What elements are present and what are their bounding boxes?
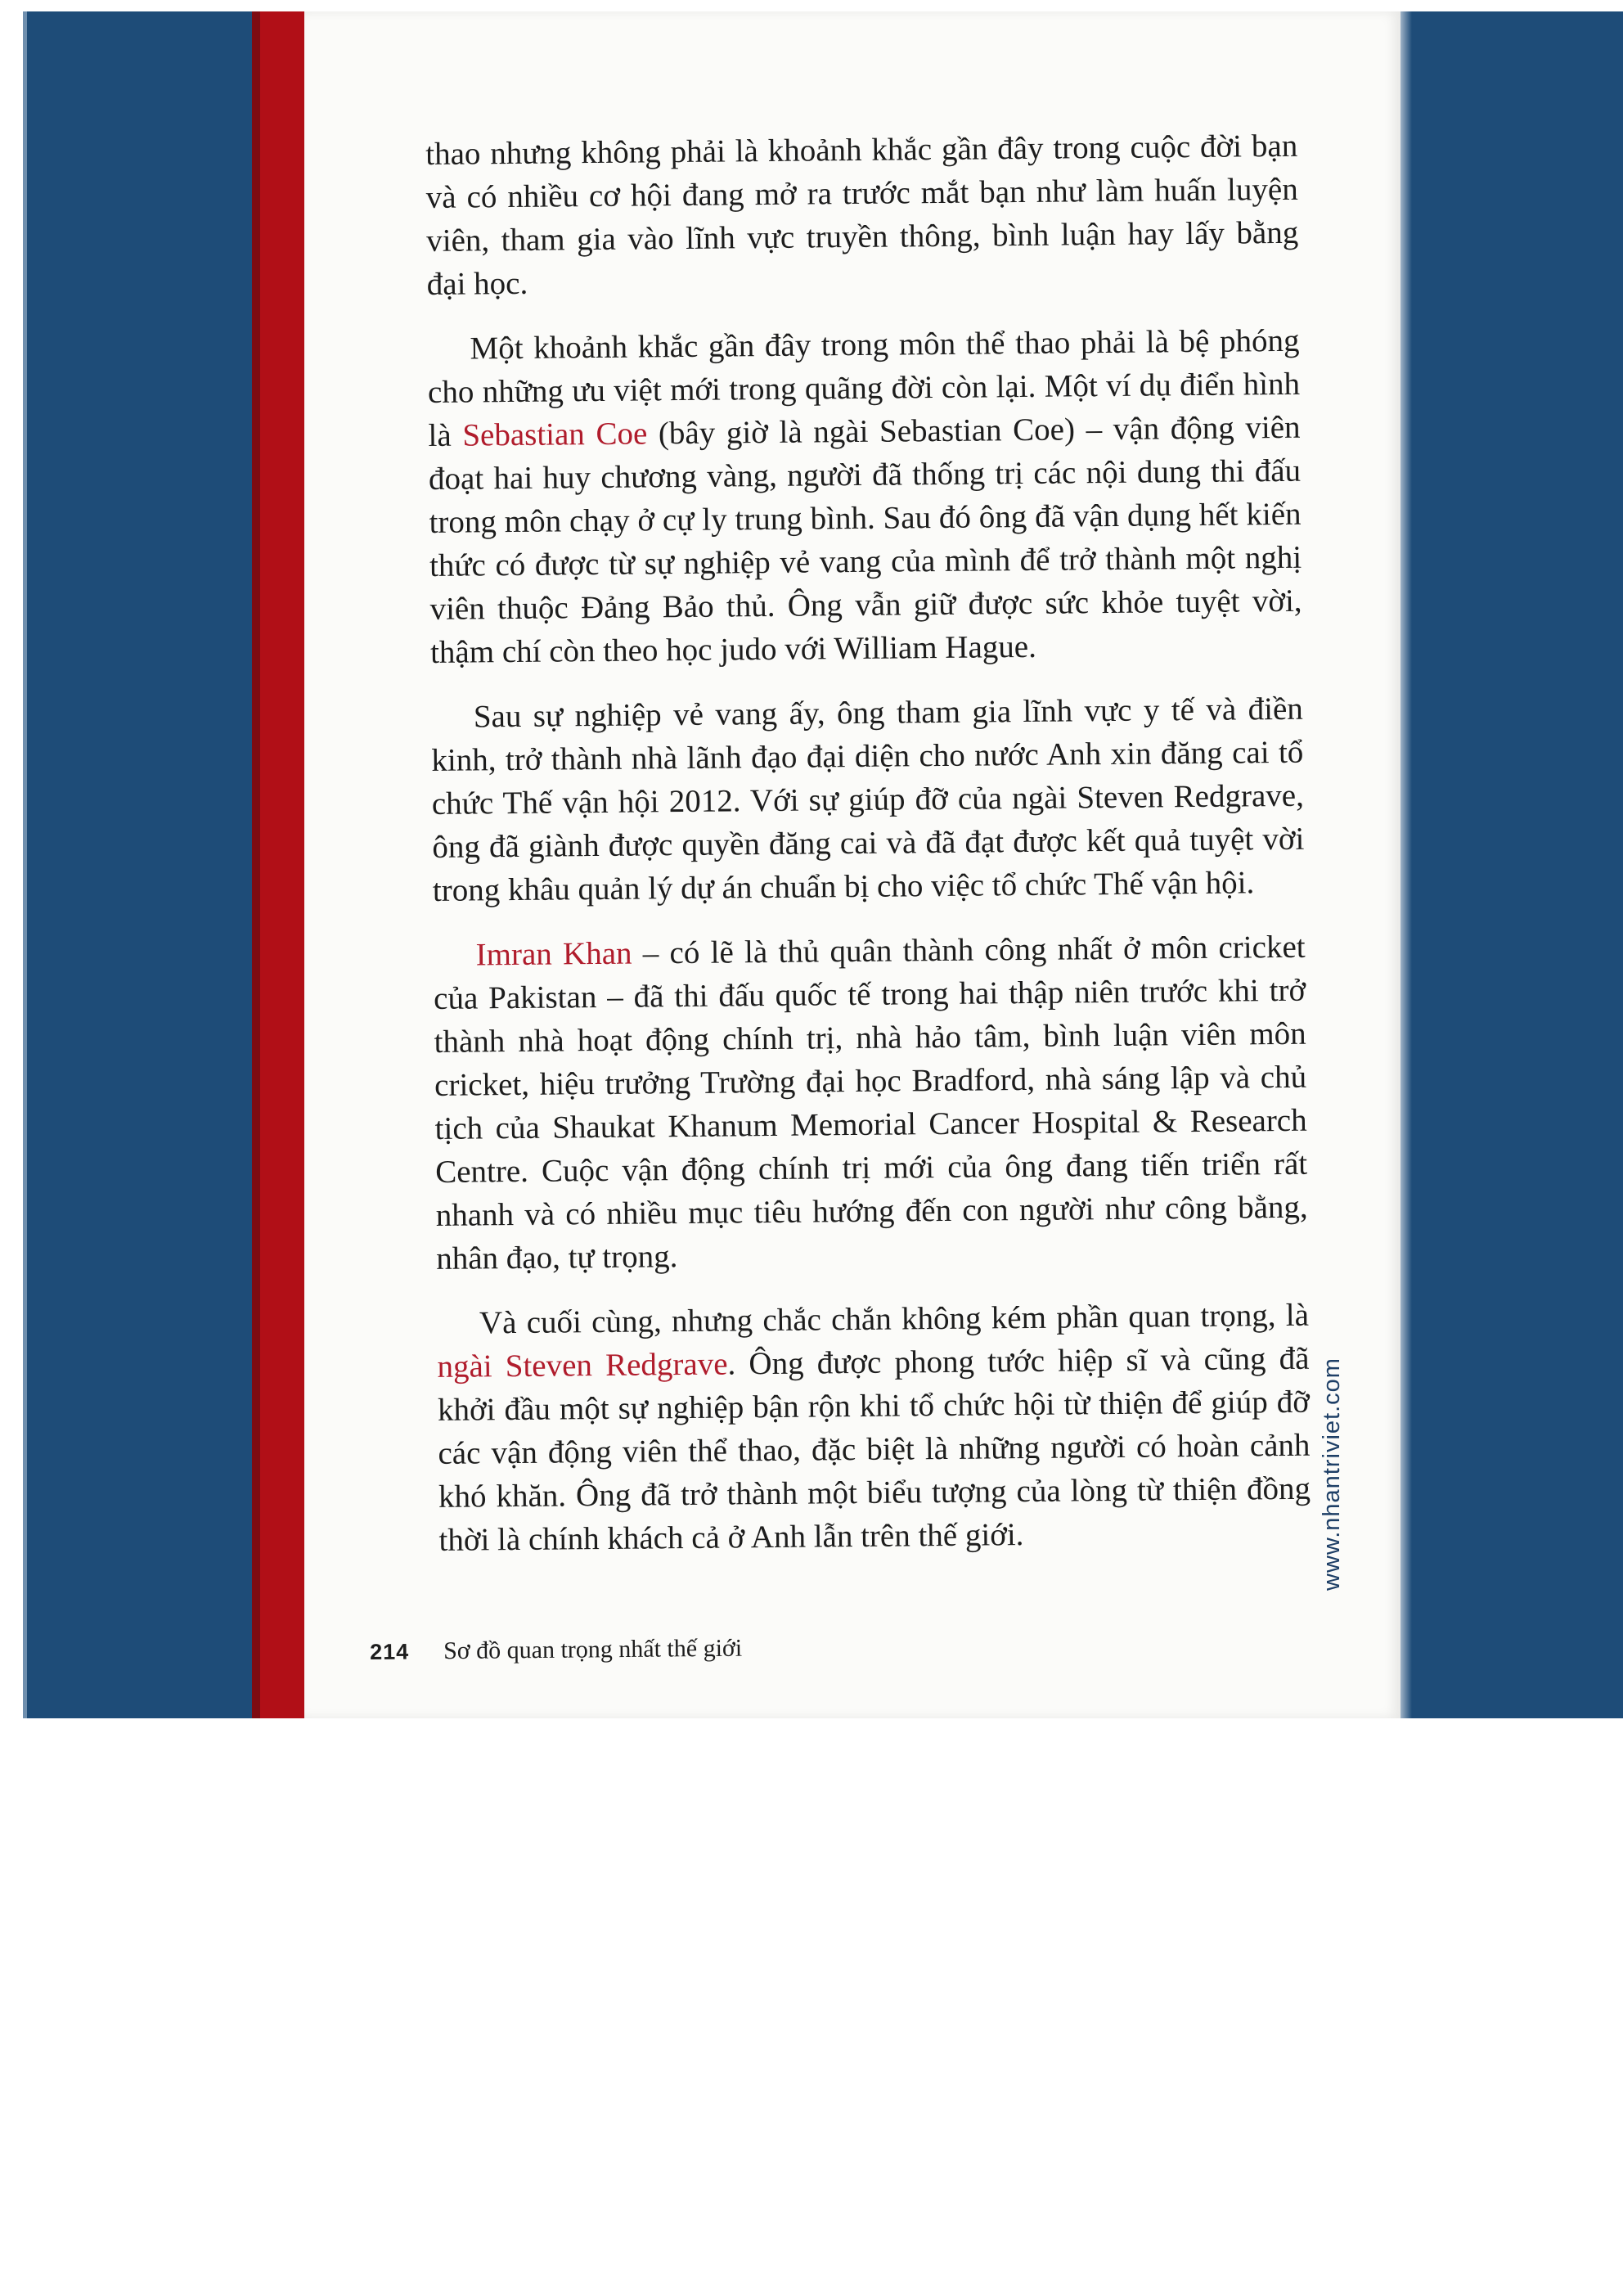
- paragraph-4-text: – có lẽ là thủ quân thành công nhất ở môn cricket của Pakistan – đã thi đấu quốc tế trong hai thập niên trước khi trở thành nhà hoạt động chính trị, nhà hảo tâm, bình luận viên môn cricket, hiệu trưởng Trường đại học Bradford, nhà sáng lập và chủ tịch của Shaukat Khanum Memorial Cancer Hospital & Research Centre. Cuộc vận động chính trị mới của ông đang tiến triển rất nhanh và có nhiều mục tiêu hướng đến con người như công bằng, nhân đạo, tự trọng.: [433, 929, 1308, 1276]
- highlight-sebastian-coe: Sebastian Coe: [462, 416, 648, 453]
- scanned-book-spread: [23, 11, 1623, 1718]
- highlight-imran-khan: Imran Khan: [475, 935, 632, 973]
- paragraph-5-text-end: . Ông được phong tước hiệp sĩ và cũng đã khởi đầu một sự nghiệp bận rộn khi tổ chức hội từ thiện để giúp đỡ các vận động viên thể thao, đặc biệt là những người có hoàn cảnh khó khăn. Ông đã trở thành một biểu tượng của lòng từ thiện đồng thời là chính khách cả ở Anh lẫn trên thế giới.: [437, 1340, 1311, 1558]
- paragraph-2: [427, 319, 1302, 674]
- publisher-website: www.nhantriviet.com: [1319, 1357, 1345, 1591]
- book-page: [304, 11, 1400, 1718]
- page-footer: [370, 1634, 942, 1681]
- running-book-title: Sơ đồ quan trọng nhất thế giới: [443, 1634, 743, 1665]
- scan-edge: [23, 11, 27, 1718]
- paragraph-4: [433, 925, 1308, 1281]
- paragraph-2-text-end: (bây giờ là ngài Sebastian Coe) – vận động viên đoạt hai huy chương vàng, người đã thống trị các nội dung thi đấu trong môn chạy ở cự ly trung bình. Sau đó ông đã vận dụng hết kiến thức có được từ sự nghiệp vẻ vang của mình để trở thành một nghị viên thuộc Đảng Bảo thủ. Ông vẫn giữ được sức khỏe tuyệt vời, thậm chí còn theo học judo với William Hague.: [428, 409, 1302, 670]
- body-text: [425, 124, 1311, 1583]
- paragraph-5-text-start: Và cuối cùng, nhưng chắc chắn không kém phần quan trọng, là: [479, 1297, 1310, 1341]
- page-number: 214: [370, 1639, 410, 1664]
- paragraph-3-text: Sau sự nghiệp vẻ vang ấy, ông tham gia lĩnh vực y tế và điền kinh, trở thành nhà lãnh đạo đại diện cho nước Anh xin đăng cai tổ chức Thế vận hội 2012. Với sự giúp đỡ của ngài Steven Redgrave, ông đã giành được quyền đăng cai và đã đạt được kết quả tuyệt vời trong khâu quản lý dự án chuẩn bị cho việc tổ chức Thế vận hội.: [431, 691, 1305, 908]
- paragraph-5: [437, 1294, 1311, 1562]
- highlight-steven-redgrave: ngài Steven Redgrave: [437, 1346, 728, 1384]
- paragraph-2-text-start: Một khoảnh khắc gần đây trong môn thể thao phải là bệ phóng cho những ưu việt mới trong quãng đời còn lại. Một ví dụ điển hình là: [427, 322, 1301, 453]
- paragraph-1-text: thao nhưng không phải là khoảnh khắc gần đây trong cuộc đời bạn và có nhiều cơ hội đang mở ra trước mắt bạn như làm huấn luyện viên, tham gia vào lĩnh vực truyền thông, bình luận hay lấy bằng đại học.: [425, 128, 1299, 302]
- paragraph-3: [431, 687, 1305, 912]
- page-fold-shadow: [1400, 11, 1412, 1718]
- red-spine-strip: [252, 11, 309, 1718]
- paragraph-1: [425, 124, 1299, 306]
